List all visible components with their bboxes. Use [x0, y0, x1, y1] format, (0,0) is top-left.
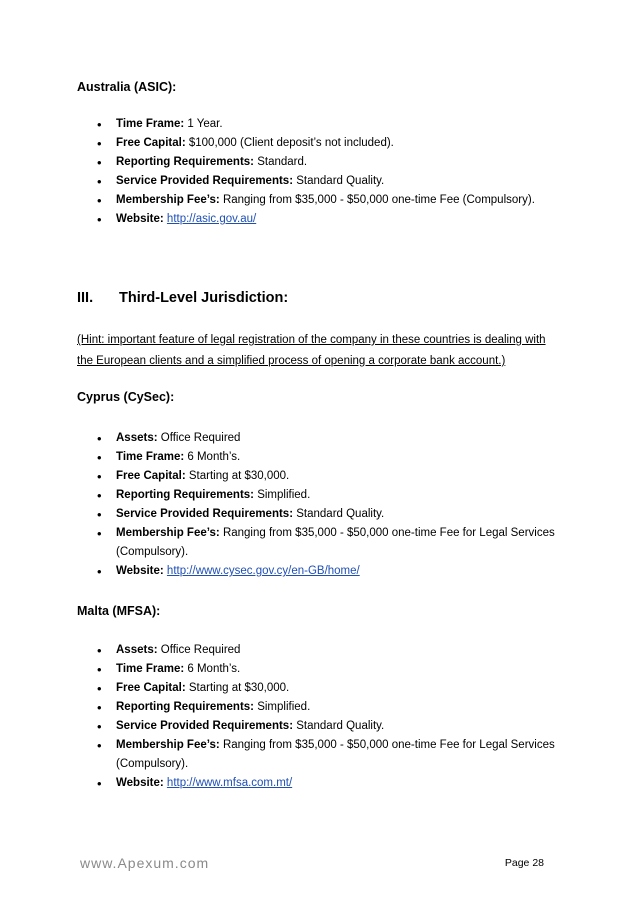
list-item: • Free Capital: Starting at $30,000.	[96, 679, 556, 698]
cyprus-heading: Cyprus (CySec):	[77, 390, 175, 404]
website-item: • Website: http://asic.gov.au/	[96, 210, 556, 229]
asic-website-link[interactable]: http://asic.gov.au/	[166, 213, 257, 225]
list-item: • Membership Fee’s: Ranging from $35,000 - $50,000 one-time Fee for Legal Services (Compulsory).	[96, 524, 556, 562]
website-item: • Website: http://www.mfsa.com.mt/	[96, 774, 556, 793]
website-item: • Website: http://www.cysec.gov.cy/en-GB/home/	[96, 562, 556, 581]
list-item: • Service Provided Requirements: Standard Quality.	[96, 717, 556, 736]
list-item: • Assets: Office Required	[96, 429, 556, 448]
section-heading	[77, 290, 288, 306]
malta-list	[96, 641, 556, 793]
hint-text: (Hint: important feature of legal registration of the company in these countries is dealing with the European clients and a simplified process of opening a corporate bank account.)	[77, 334, 546, 367]
australia-heading: Australia (ASIC):	[77, 80, 177, 94]
page-number: Page 28	[504, 857, 544, 869]
list-item: • Membership Fee’s: Ranging from $35,000 - $50,000 one-time Fee for Legal Services (Compulsory).	[96, 736, 556, 774]
list-item: • Reporting Requirements: Simplified.	[96, 698, 556, 717]
cyprus-list	[96, 429, 556, 581]
list-item: • Assets: Office Required	[96, 641, 556, 660]
list-item: • Service Provided Requirements: Standard Quality.	[96, 505, 556, 524]
list-item: • Free Capital: $100,000 (Client deposit’s not included).	[96, 134, 556, 153]
malta-heading: Malta (MFSA):	[77, 604, 161, 618]
footer-site: www.Apexum.com	[80, 855, 210, 871]
list-item: • Membership Fee’s: Ranging from $35,000 - $50,000 one-time Fee (Compulsory).	[96, 191, 556, 210]
section-number: III.	[77, 290, 94, 306]
cysec-website-link[interactable]: http://www.cysec.gov.cy/en-GB/home/	[166, 565, 360, 577]
list-item: • Time Frame: 1 Year.	[96, 115, 556, 134]
section-title: Third-Level Jurisdiction:	[119, 290, 289, 306]
list-item: • Reporting Requirements: Standard.	[96, 153, 556, 172]
australia-list	[96, 115, 556, 229]
list-item: • Service Provided Requirements: Standard Quality.	[96, 172, 556, 191]
list-item: • Time Frame: 6 Month’s.	[96, 448, 556, 467]
list-item: • Free Capital: Starting at $30,000.	[96, 467, 556, 486]
mfsa-website-link[interactable]: http://www.mfsa.com.mt/	[166, 777, 293, 789]
list-item: • Reporting Requirements: Simplified.	[96, 486, 556, 505]
list-item: • Time Frame: 6 Month’s.	[96, 660, 556, 679]
